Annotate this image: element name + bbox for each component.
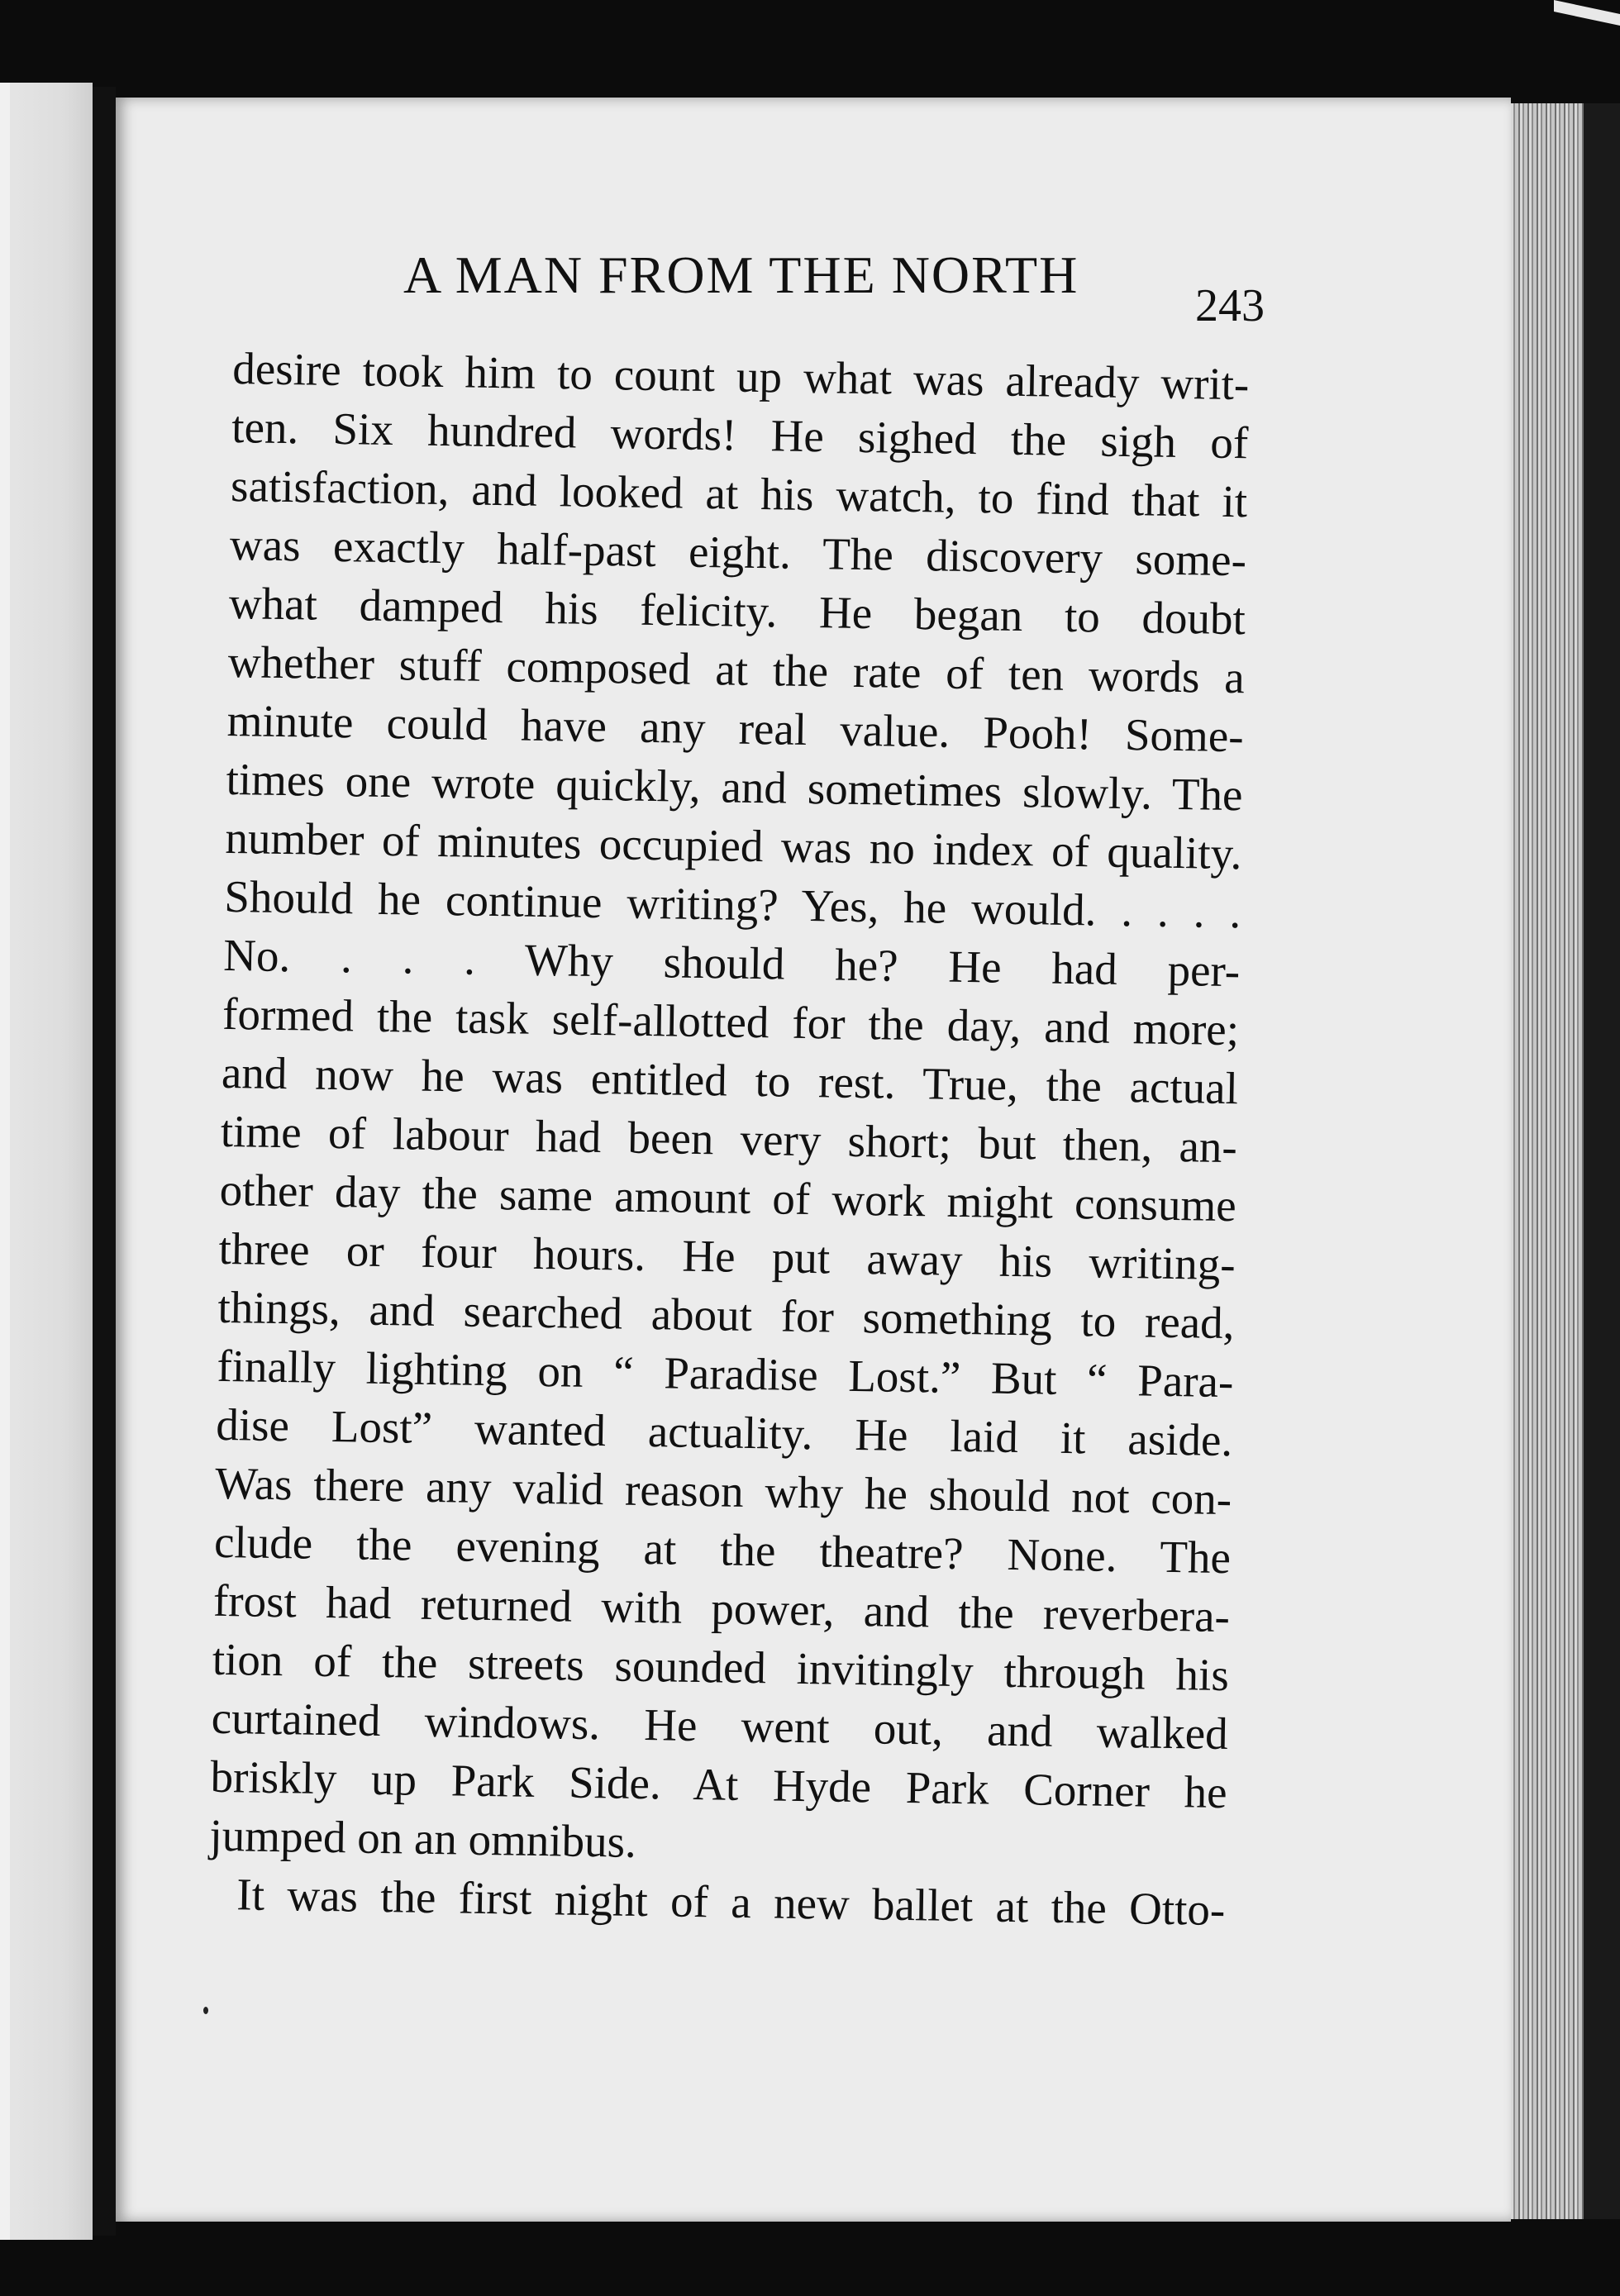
text-line: It was the first night of a new ballet at the Otto-	[236, 1869, 1226, 1936]
text-line: Was there any valid reason why he should not con-	[214, 1457, 1232, 1525]
text-line: what damped his felicity. He began to doubt	[228, 577, 1246, 645]
text-line: frost had returned with power, and the reverbera-	[212, 1574, 1231, 1642]
text-line: three or four hours. He put away his writing-	[218, 1222, 1236, 1290]
text-line: tion of the streets sounded invitingly through his	[212, 1633, 1230, 1701]
page-block-edges	[1511, 103, 1584, 2219]
text-line: minute could have any real value. Pooh! Some-	[226, 694, 1245, 762]
text-line: and now he was entitled to rest. True, the actual	[221, 1046, 1239, 1114]
text-line: satisfaction, and looked at his watch, to find that it	[230, 460, 1248, 527]
ink-speck	[203, 2007, 208, 2014]
text-line: clude the evening at the theatre? None. The	[213, 1516, 1232, 1584]
text-line: finally lighting on “ Paradise Lost.” But “ Para-	[217, 1340, 1234, 1408]
body-text	[208, 339, 1250, 1939]
text-line: dise Lost” wanted actuality. He laid it aside.	[215, 1398, 1233, 1466]
text-line: was exactly half-past eight. The discovery some-	[229, 518, 1247, 586]
text-line: other day the same amount of work might consume	[219, 1164, 1237, 1231]
text-line: time of labour had been very short; but then, an-	[220, 1105, 1238, 1173]
paragraph-1	[209, 339, 1250, 1880]
text-line: things, and searched about for something to read,	[217, 1281, 1235, 1349]
book-gutter	[93, 87, 116, 2236]
text-line: briskly up Park Side. At Hyde Park Corner he	[210, 1751, 1228, 1818]
text-line: times one wrote quickly, and sometimes slowly. The	[226, 753, 1243, 821]
text-line: desire took him to count up what was already writ-	[231, 342, 1250, 410]
scan-corner-mark	[1554, 0, 1620, 26]
text-line: whether stuff composed at the rate of ten words a	[227, 636, 1246, 703]
book-cover-edge	[1584, 103, 1620, 2219]
text-line: curtained windows. He went out, and walked	[211, 1692, 1229, 1760]
facing-page-margin	[0, 83, 10, 2240]
text-line: ten. Six hundred words! He sighed the sigh of	[231, 401, 1249, 469]
text-line: formed the task self-allotted for the day, and more;	[222, 988, 1240, 1055]
text-line: Should he continue writing? Yes, he would. . . . .	[223, 870, 1241, 938]
text-line: No. . . . Why should he? He had per-	[222, 929, 1241, 997]
running-head: A MAN FROM THE NORTH	[403, 245, 1079, 304]
page-number: 243	[1195, 280, 1265, 331]
facing-page-edge	[0, 83, 93, 2240]
text-line: jumped on an omnibus.	[209, 1809, 637, 1867]
text-line: number of minutes occupied was no index of quality.	[225, 812, 1242, 879]
